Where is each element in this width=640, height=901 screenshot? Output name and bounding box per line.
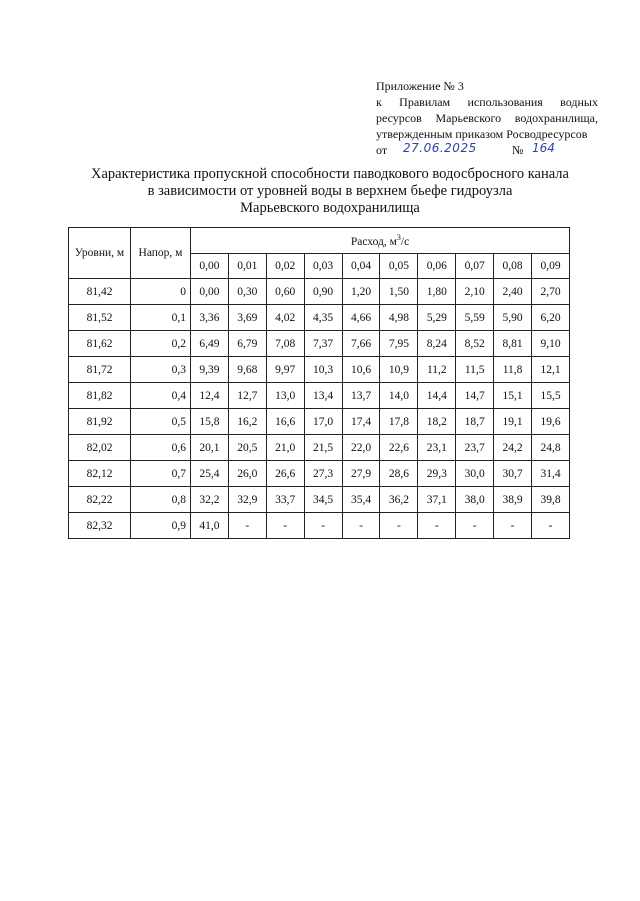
- flow-cell: 13,0: [266, 383, 304, 409]
- flow-cell: 35,4: [342, 487, 380, 513]
- level-cell: 82,02: [69, 435, 131, 461]
- flow-cell: 5,59: [456, 305, 494, 331]
- flow-cell: 16,6: [266, 409, 304, 435]
- flow-cell: -: [532, 513, 570, 539]
- table-row: [69, 435, 570, 461]
- flow-cell: 3,36: [191, 305, 229, 331]
- flow-cell: 23,7: [456, 435, 494, 461]
- flow-cell: 12,1: [532, 357, 570, 383]
- table-row: [69, 409, 570, 435]
- flow-cell: 23,1: [418, 435, 456, 461]
- document-title: [60, 166, 600, 217]
- head-cell: 0,2: [131, 331, 191, 357]
- flow-cell: 12,7: [228, 383, 266, 409]
- flow-cell: 0,00: [191, 279, 229, 305]
- flow-cell: 41,0: [191, 513, 229, 539]
- number-prefix: №: [512, 143, 524, 157]
- flow-cell: 5,29: [418, 305, 456, 331]
- head-cell: 0,7: [131, 461, 191, 487]
- flow-cell: 1,50: [380, 279, 418, 305]
- flow-cell: 18,7: [456, 409, 494, 435]
- level-cell: 81,52: [69, 305, 131, 331]
- head-cell: 0,6: [131, 435, 191, 461]
- flow-cell: 20,5: [228, 435, 266, 461]
- flow-cell: 16,2: [228, 409, 266, 435]
- flow-cell: 7,66: [342, 331, 380, 357]
- flow-cell: 22,6: [380, 435, 418, 461]
- flow-cell: 7,95: [380, 331, 418, 357]
- flow-cell: 8,52: [456, 331, 494, 357]
- title-line-1: Характеристика пропускной способности паводкового водосбросного канала: [91, 166, 569, 182]
- flow-cell: 29,3: [418, 461, 456, 487]
- flow-cell: 19,1: [494, 409, 532, 435]
- header-flow-unit: /с: [400, 235, 410, 248]
- head-cell: 0,1: [131, 305, 191, 331]
- flow-cell: 0,90: [304, 279, 342, 305]
- flow-cell: 21,5: [304, 435, 342, 461]
- flow-cell: 0,30: [228, 279, 266, 305]
- header-levels: Уровни, м: [69, 228, 131, 279]
- flow-cell: 12,4: [191, 383, 229, 409]
- table-row: [69, 513, 570, 539]
- flow-cell: 9,97: [266, 357, 304, 383]
- flow-cell: 30,7: [494, 461, 532, 487]
- sub-header-cell: 0,01: [228, 254, 266, 279]
- head-cell: 0,4: [131, 383, 191, 409]
- flow-cell: 1,20: [342, 279, 380, 305]
- table-row: [69, 487, 570, 513]
- level-cell: 82,22: [69, 487, 131, 513]
- flow-cell: 26,0: [228, 461, 266, 487]
- level-cell: 81,72: [69, 357, 131, 383]
- flow-cell: 32,2: [191, 487, 229, 513]
- sub-header-cell: 0,03: [304, 254, 342, 279]
- flow-cell: 20,1: [191, 435, 229, 461]
- flow-cell: 3,69: [228, 305, 266, 331]
- level-cell: 81,42: [69, 279, 131, 305]
- flow-cell: 6,20: [532, 305, 570, 331]
- flow-cell: 15,8: [191, 409, 229, 435]
- flow-cell: 1,80: [418, 279, 456, 305]
- flow-cell: 17,4: [342, 409, 380, 435]
- header-flow-sup: 3: [396, 233, 401, 243]
- appendix-block: [376, 78, 598, 158]
- flow-cell: 28,6: [380, 461, 418, 487]
- level-cell: 81,92: [69, 409, 131, 435]
- sub-header-cell: 0,08: [494, 254, 532, 279]
- flow-cell: 34,5: [304, 487, 342, 513]
- flow-cell: 14,4: [418, 383, 456, 409]
- sub-header-cell: 0,04: [342, 254, 380, 279]
- flow-cell: 32,9: [228, 487, 266, 513]
- flow-cell: 15,5: [532, 383, 570, 409]
- flow-cell: 0,60: [266, 279, 304, 305]
- flow-cell: 9,39: [191, 357, 229, 383]
- head-cell: 0,9: [131, 513, 191, 539]
- flow-cell: 4,35: [304, 305, 342, 331]
- sub-header-cell: 0,06: [418, 254, 456, 279]
- appendix-reservoir-line: ресурсов Марьевского водохранилища,: [376, 111, 598, 125]
- flow-cell: 38,0: [456, 487, 494, 513]
- table-row: [69, 279, 570, 305]
- flow-cell: 10,6: [342, 357, 380, 383]
- sub-header-cell: 0,09: [532, 254, 570, 279]
- flow-cell: 33,7: [266, 487, 304, 513]
- flow-cell: 6,49: [191, 331, 229, 357]
- table-row: [69, 305, 570, 331]
- head-cell: 0: [131, 279, 191, 305]
- flow-cell: 4,02: [266, 305, 304, 331]
- flow-cell: 39,8: [532, 487, 570, 513]
- flow-cell: 24,8: [532, 435, 570, 461]
- header-flow-label: Расход, м: [350, 235, 397, 248]
- table-row: [69, 357, 570, 383]
- flow-cell: 13,4: [304, 383, 342, 409]
- flow-cell: 11,8: [494, 357, 532, 383]
- flow-cell: -: [418, 513, 456, 539]
- sub-header-cell: 0,00: [191, 254, 229, 279]
- flow-cell: -: [342, 513, 380, 539]
- flow-cell: 2,70: [532, 279, 570, 305]
- head-cell: 0,3: [131, 357, 191, 383]
- flow-cell: 19,6: [532, 409, 570, 435]
- table-row: [69, 461, 570, 487]
- flow-cell: 18,2: [418, 409, 456, 435]
- flow-cell: 9,68: [228, 357, 266, 383]
- flow-cell: 21,0: [266, 435, 304, 461]
- flow-cell: 10,3: [304, 357, 342, 383]
- flow-cell: 11,5: [456, 357, 494, 383]
- flow-cell: -: [380, 513, 418, 539]
- flow-cell: 2,10: [456, 279, 494, 305]
- flow-cell: 8,24: [418, 331, 456, 357]
- flow-cell: 25,4: [191, 461, 229, 487]
- appendix-date-row: [376, 142, 598, 158]
- flow-cell: 27,9: [342, 461, 380, 487]
- flow-cell: 17,8: [380, 409, 418, 435]
- flow-cell: 14,7: [456, 383, 494, 409]
- appendix-number: Приложение № 3: [376, 79, 464, 93]
- flow-cell: -: [304, 513, 342, 539]
- flow-cell: 24,2: [494, 435, 532, 461]
- flow-cell: 8,81: [494, 331, 532, 357]
- flow-cell: 27,3: [304, 461, 342, 487]
- flow-cell: 7,08: [266, 331, 304, 357]
- flow-cell: 15,1: [494, 383, 532, 409]
- flow-cell: 9,10: [532, 331, 570, 357]
- flow-cell: 14,0: [380, 383, 418, 409]
- title-line-3: Марьевского водохранилища: [240, 200, 420, 216]
- flow-cell: -: [494, 513, 532, 539]
- level-cell: 81,82: [69, 383, 131, 409]
- flow-cell: 36,2: [380, 487, 418, 513]
- flow-cell: -: [266, 513, 304, 539]
- flow-cell: 10,9: [380, 357, 418, 383]
- flow-cell: -: [228, 513, 266, 539]
- flow-cell: 38,9: [494, 487, 532, 513]
- appendix-rules-line: к Правилам использования водных: [376, 95, 598, 109]
- flow-cell: 31,4: [532, 461, 570, 487]
- appendix-order-line: утвержденным приказом Росводресурсов: [376, 127, 588, 141]
- head-cell: 0,5: [131, 409, 191, 435]
- flow-cell: 4,66: [342, 305, 380, 331]
- flow-cell: -: [456, 513, 494, 539]
- flow-cell: 30,0: [456, 461, 494, 487]
- head-cell: 0,8: [131, 487, 191, 513]
- date-prefix: от: [376, 143, 388, 157]
- header-head: Напор, м: [131, 228, 191, 279]
- flow-cell: 11,2: [418, 357, 456, 383]
- flow-cell: 4,98: [380, 305, 418, 331]
- flow-cell: 7,37: [304, 331, 342, 357]
- level-cell: 82,32: [69, 513, 131, 539]
- level-cell: 82,12: [69, 461, 131, 487]
- table-row: [69, 331, 570, 357]
- table-body: [69, 279, 570, 539]
- flow-cell: 2,40: [494, 279, 532, 305]
- table-row: [69, 383, 570, 409]
- handwritten-number: 164: [532, 141, 555, 155]
- flow-cell: 5,90: [494, 305, 532, 331]
- flow-cell: 26,6: [266, 461, 304, 487]
- flow-cell: 17,0: [304, 409, 342, 435]
- sub-header-cell: 0,07: [456, 254, 494, 279]
- flow-cell: 13,7: [342, 383, 380, 409]
- flow-cell: 37,1: [418, 487, 456, 513]
- handwritten-date: 27.06.2025: [403, 141, 477, 155]
- header-flow: [191, 228, 570, 254]
- sub-header-cell: 0,02: [266, 254, 304, 279]
- flow-capacity-table: [68, 227, 570, 539]
- flow-cell: 6,79: [228, 331, 266, 357]
- sub-header-cell: 0,05: [380, 254, 418, 279]
- level-cell: 81,62: [69, 331, 131, 357]
- title-line-2: в зависимости от уровней воды в верхнем бьефе гидроузла: [147, 183, 513, 199]
- flow-cell: 22,0: [342, 435, 380, 461]
